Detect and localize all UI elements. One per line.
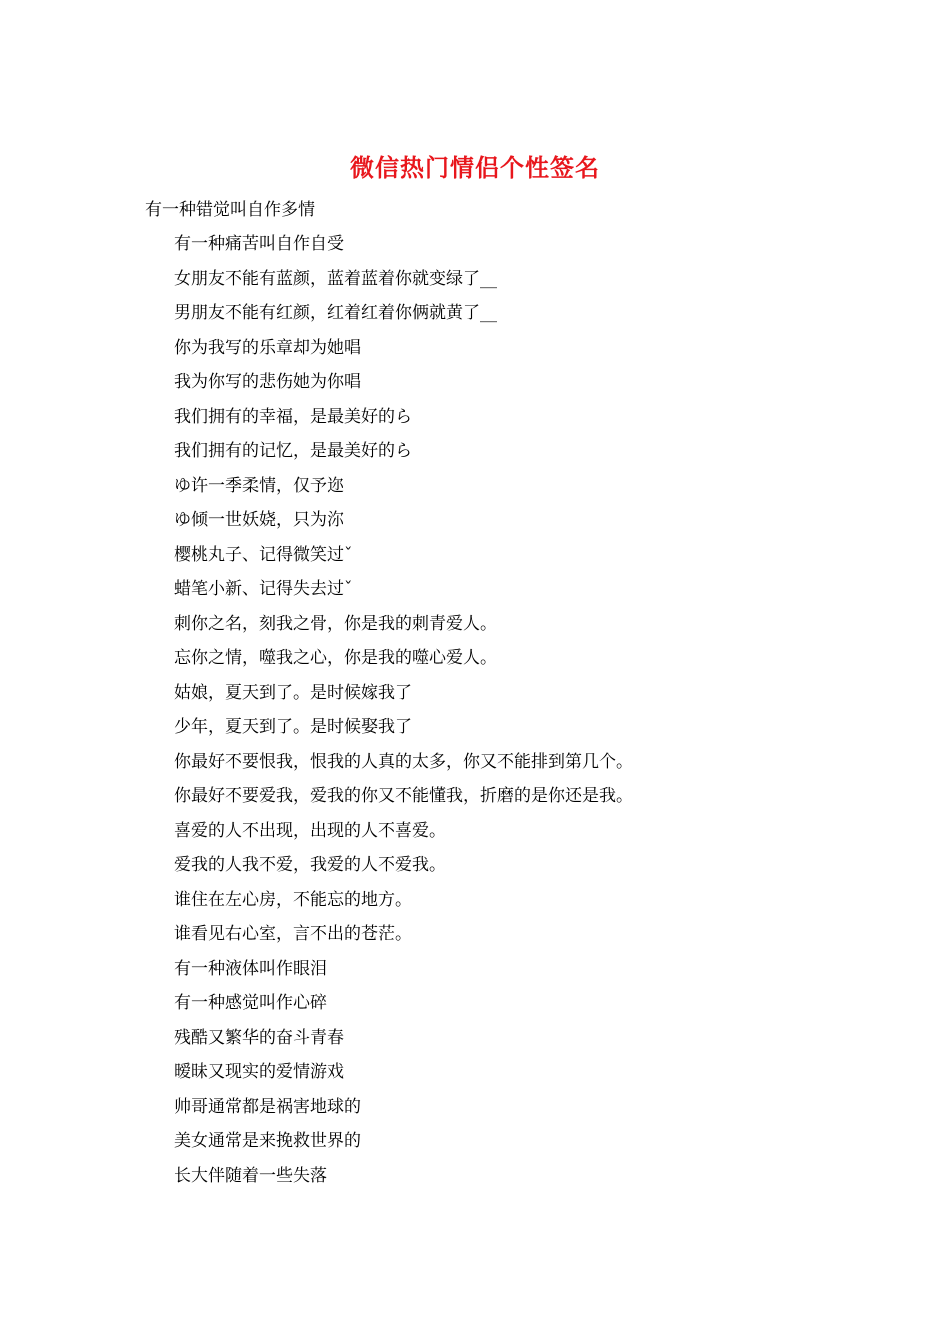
signature-line: 帅哥通常都是祸害地球的 [174,1096,361,1117]
signature-line: 樱桃丸子、记得微笑过ˇ [174,544,353,565]
signature-line: ゆ倾一世妖娆，只为沵 [174,510,344,530]
signature-line: 蜡笔小新、记得失去过ˇ [174,579,353,599]
signature-line: 长大伴随着一些失落 [174,1165,327,1186]
signature-line: 有一种液体叫作眼泪 [174,958,327,979]
signature-line: 爱我的人我不爱，我爱的人不爱我。 [174,855,446,875]
signature-line: 男朋友不能有红颜，红着红着你俩就黄了__ [174,303,497,323]
signature-list [174,231,633,1197]
signature-line: 喜爱的人不出现，出现的人不喜爱。 [174,820,446,841]
signature-line: 忘你之情，噬我之心，你是我的噬心爱人。 [174,648,497,668]
signature-line: 我们拥有的记忆，是最美好的ら [174,441,412,461]
first-line: 有一种错觉叫自作多情 [145,200,315,220]
signature-line: 姑娘，夏天到了。是时候嫁我了 [174,682,412,703]
signature-line: 刺你之名，刻我之骨，你是我的刺青爱人。 [174,613,497,634]
signature-line: 暧昧又现实的爱情游戏 [174,1062,344,1082]
signature-line: 你最好不要爱我，爱我的你又不能懂我，折磨的是你还是我。 [174,786,633,806]
signature-line: 你为我写的乐章却为她唱 [174,337,361,358]
signature-line: 谁看见右心室，言不出的苍茫。 [174,924,412,944]
signature-line: ゆ许一季柔情，仅予迩 [174,475,344,496]
document-title: 微信热门情侣个性签名 [350,153,600,182]
signature-line: 我为你写的悲伤她为你唱 [174,372,361,392]
signature-line: 我们拥有的幸福，是最美好的ら [174,406,412,427]
signature-line: 女朋友不能有蓝颜，蓝着蓝着你就变绿了__ [174,268,497,289]
signature-line: 残酷又繁华的奋斗青春 [174,1027,344,1048]
signature-line: 你最好不要恨我，恨我的人真的太多，你又不能排到第几个。 [174,751,633,772]
signature-line: 美女通常是来挽救世界的 [174,1131,361,1151]
signature-line: 谁住在左心房，不能忘的地方。 [174,889,412,910]
signature-line: 少年，夏天到了。是时候娶我了 [174,717,412,737]
signature-line: 有一种痛苦叫自作自受 [174,234,344,254]
signature-line: 有一种感觉叫作心碎 [174,993,327,1013]
